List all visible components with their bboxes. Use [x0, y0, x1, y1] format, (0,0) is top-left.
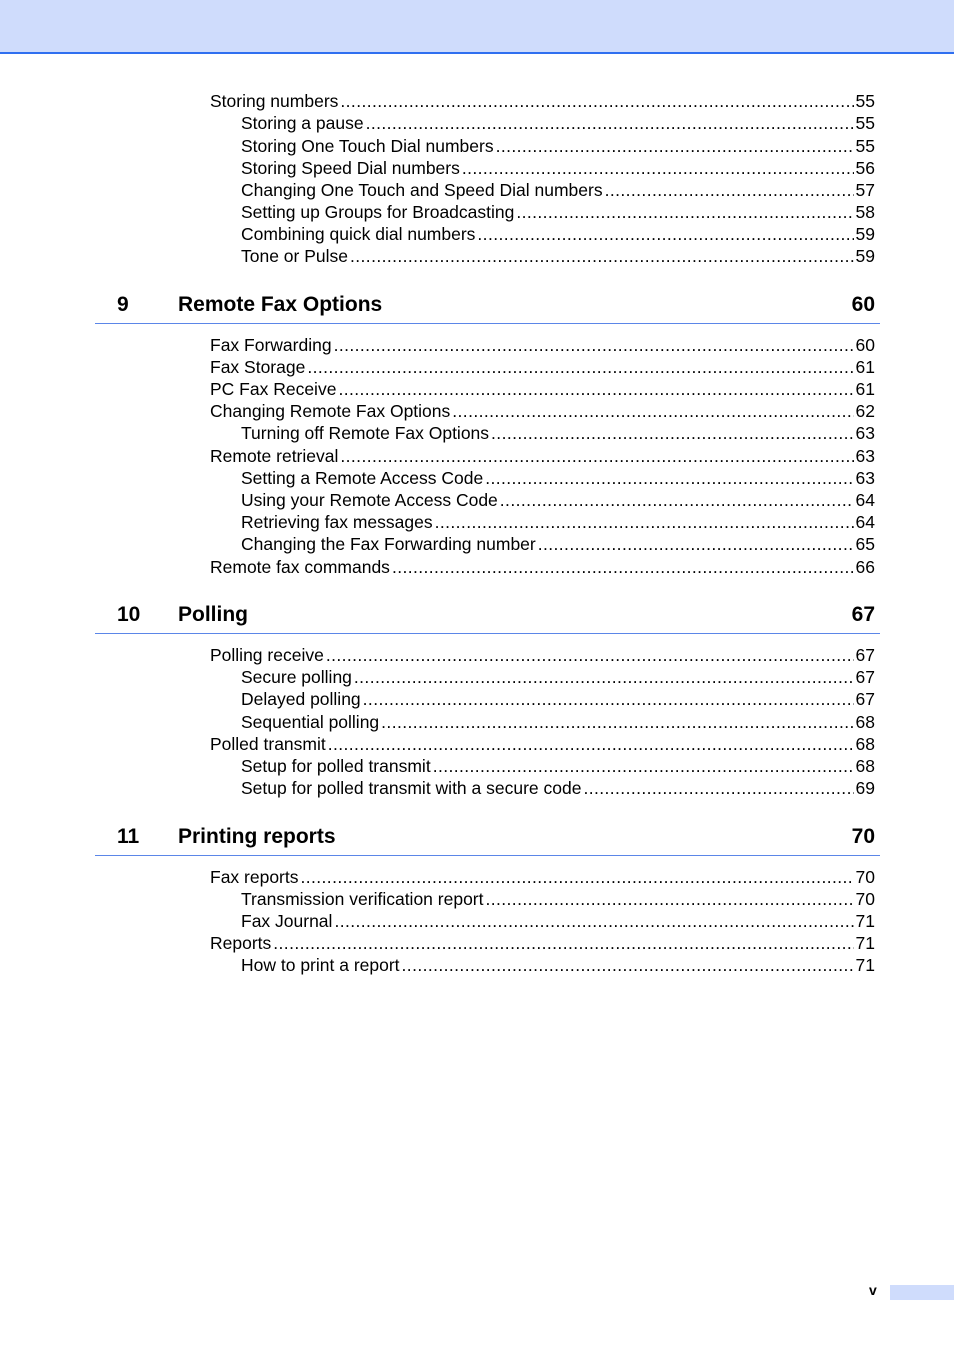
dot-leader	[307, 356, 853, 378]
toc-entry-page: 62	[855, 401, 875, 421]
dot-leader	[350, 245, 854, 267]
dot-leader	[491, 422, 853, 444]
toc-entry-page: 59	[855, 246, 875, 266]
page-number: v	[869, 1282, 877, 1298]
toc-entry-page: 70	[855, 889, 875, 909]
dot-leader	[435, 511, 854, 533]
toc-entry[interactable]	[210, 400, 875, 422]
chapter-heading[interactable]	[95, 293, 880, 324]
toc-entry[interactable]	[210, 556, 875, 578]
dot-leader	[363, 688, 854, 710]
toc-entry-page: 68	[855, 712, 875, 732]
dot-leader	[354, 666, 854, 688]
dot-leader	[477, 223, 853, 245]
chapter-number: 11	[117, 825, 140, 848]
toc-entry[interactable]	[210, 932, 875, 954]
toc-entry-title: Storing a pause	[241, 113, 364, 133]
toc-entry-page: 71	[855, 955, 875, 975]
toc-entry[interactable]	[241, 489, 875, 511]
toc-entry-title: Storing Speed Dial numbers	[241, 158, 460, 178]
dot-leader	[500, 489, 854, 511]
header-band	[0, 0, 954, 54]
footer-tab	[890, 1285, 954, 1300]
toc-entry[interactable]	[241, 157, 875, 179]
chapter-page: 60	[851, 293, 875, 316]
dot-leader	[496, 135, 854, 157]
dot-leader	[485, 467, 853, 489]
toc-entry-page: 63	[855, 423, 875, 443]
toc-entry[interactable]	[241, 688, 875, 710]
toc-entry-title: Combining quick dial numbers	[241, 224, 476, 244]
dot-leader	[516, 201, 853, 223]
toc-entry[interactable]	[241, 467, 875, 489]
toc-entry-page: 57	[855, 180, 875, 200]
toc-entry-page: 61	[855, 357, 875, 377]
toc-entry-title: Delayed polling	[241, 689, 361, 709]
toc-entry[interactable]	[210, 733, 875, 755]
toc-entry[interactable]	[241, 223, 875, 245]
toc-entry-title: Storing numbers	[210, 91, 339, 111]
toc-entry-title: Remote fax commands	[210, 557, 390, 577]
toc-entry[interactable]	[210, 334, 875, 356]
chapter-number: 9	[117, 293, 129, 316]
toc-entry[interactable]	[210, 644, 875, 666]
toc-entry-title: Setting a Remote Access Code	[241, 468, 484, 488]
toc-entry-page: 64	[855, 512, 875, 532]
dot-leader	[334, 334, 854, 356]
toc-entry-title: Setup for polled transmit with a secure code	[241, 778, 582, 798]
toc-entry[interactable]	[210, 445, 875, 467]
chapter-number: 10	[117, 603, 141, 626]
toc-entry-page: 58	[855, 202, 875, 222]
toc-entry-page: 59	[855, 224, 875, 244]
toc-entry[interactable]	[241, 135, 875, 157]
dot-leader	[338, 378, 853, 400]
dot-leader	[392, 556, 854, 578]
toc-entry-title: Sequential polling	[241, 712, 380, 732]
toc-entry-title: Turning off Remote Fax Options	[241, 423, 490, 443]
dot-leader	[452, 400, 853, 422]
toc-entry-title: Fax Storage	[210, 357, 306, 377]
toc-entry[interactable]	[241, 511, 875, 533]
toc-entry[interactable]	[241, 910, 875, 932]
dot-leader	[273, 932, 853, 954]
toc-entry-title: Using your Remote Access Code	[241, 490, 498, 510]
toc-entry[interactable]	[241, 112, 875, 134]
toc-entry[interactable]	[210, 90, 875, 112]
chapter-title: Printing reports	[178, 825, 336, 848]
dot-leader	[366, 112, 854, 134]
toc-entry[interactable]	[241, 179, 875, 201]
toc-entry-title: Secure polling	[241, 667, 352, 687]
toc-entry-page: 69	[855, 778, 875, 798]
dot-leader	[340, 445, 853, 467]
toc-entry-page: 60	[855, 335, 875, 355]
toc-entry[interactable]	[241, 533, 875, 555]
toc-entry-title: How to print a report	[241, 955, 400, 975]
dot-leader	[433, 755, 854, 777]
toc-entry-title: Polled transmit	[210, 734, 326, 754]
dot-leader	[462, 157, 854, 179]
dot-leader	[334, 910, 853, 932]
toc-entry[interactable]	[241, 245, 875, 267]
toc-entry-title: Setup for polled transmit	[241, 756, 431, 776]
toc-entry-page: 55	[855, 136, 875, 156]
toc-entry-page: 71	[855, 911, 875, 931]
toc-entry-title: PC Fax Receive	[210, 379, 337, 399]
toc-entry-title: Tone or Pulse	[241, 246, 349, 266]
chapter-page: 67	[851, 603, 875, 626]
dot-leader	[486, 888, 854, 910]
toc-entry-page: 55	[855, 91, 875, 111]
toc-entry[interactable]	[210, 378, 875, 400]
toc-entry-page: 68	[855, 756, 875, 776]
toc-entry-title: Storing One Touch Dial numbers	[241, 136, 494, 156]
toc-entry-title: Setting up Groups for Broadcasting	[241, 202, 515, 222]
toc-entry-title: Reports	[210, 933, 272, 953]
dot-leader	[326, 644, 854, 666]
dot-leader	[301, 866, 854, 888]
chapter-heading[interactable]	[95, 603, 880, 634]
toc-entry-page: 68	[855, 734, 875, 754]
toc-entry-page: 71	[855, 933, 875, 953]
toc-entry-page: 70	[855, 867, 875, 887]
toc-entry-page: 67	[855, 667, 875, 687]
dot-leader	[605, 179, 854, 201]
toc-entry-page: 63	[855, 446, 875, 466]
toc-entry-title: Fax Forwarding	[210, 335, 332, 355]
toc-entry-page: 65	[855, 534, 875, 554]
toc-entry-title: Changing Remote Fax Options	[210, 401, 451, 421]
toc-entry-title: Retrieving fax messages	[241, 512, 433, 532]
toc-entry-page: 63	[855, 468, 875, 488]
dot-leader	[381, 711, 853, 733]
toc-entry[interactable]	[241, 777, 875, 799]
toc-entry-title: Fax Journal	[241, 911, 333, 931]
chapter-heading[interactable]	[95, 825, 880, 856]
toc-entry[interactable]	[241, 888, 875, 910]
toc-entry-title: Fax reports	[210, 867, 299, 887]
toc-entry-page: 67	[855, 645, 875, 665]
toc-entry[interactable]	[241, 711, 875, 733]
toc-entry-title: Changing the Fax Forwarding number	[241, 534, 536, 554]
toc-entry-page: 64	[855, 490, 875, 510]
dot-leader	[402, 954, 854, 976]
toc-entry-page: 66	[855, 557, 875, 577]
toc-entry[interactable]	[241, 755, 875, 777]
toc-entry-title: Polling receive	[210, 645, 324, 665]
dot-leader	[538, 533, 854, 555]
toc-entry-title: Transmission verification report	[241, 889, 484, 909]
dot-leader	[328, 733, 854, 755]
toc-entry-title: Changing One Touch and Speed Dial numbers	[241, 180, 603, 200]
toc-entry[interactable]	[241, 422, 875, 444]
toc-entry-title: Remote retrieval	[210, 446, 339, 466]
toc-entry-page: 56	[855, 158, 875, 178]
toc-entry-page: 61	[855, 379, 875, 399]
toc-entry-page: 67	[855, 689, 875, 709]
toc-entry-page: 55	[855, 113, 875, 133]
dot-leader	[340, 90, 853, 112]
toc-entry[interactable]	[241, 201, 875, 223]
toc-entry[interactable]	[210, 356, 875, 378]
chapter-title: Remote Fax Options	[178, 293, 383, 316]
dot-leader	[583, 777, 853, 799]
chapter-page: 70	[851, 825, 875, 848]
toc-entry[interactable]	[241, 666, 875, 688]
toc-entry[interactable]	[210, 866, 875, 888]
toc-entry[interactable]	[241, 954, 875, 976]
chapter-title: Polling	[178, 603, 248, 626]
